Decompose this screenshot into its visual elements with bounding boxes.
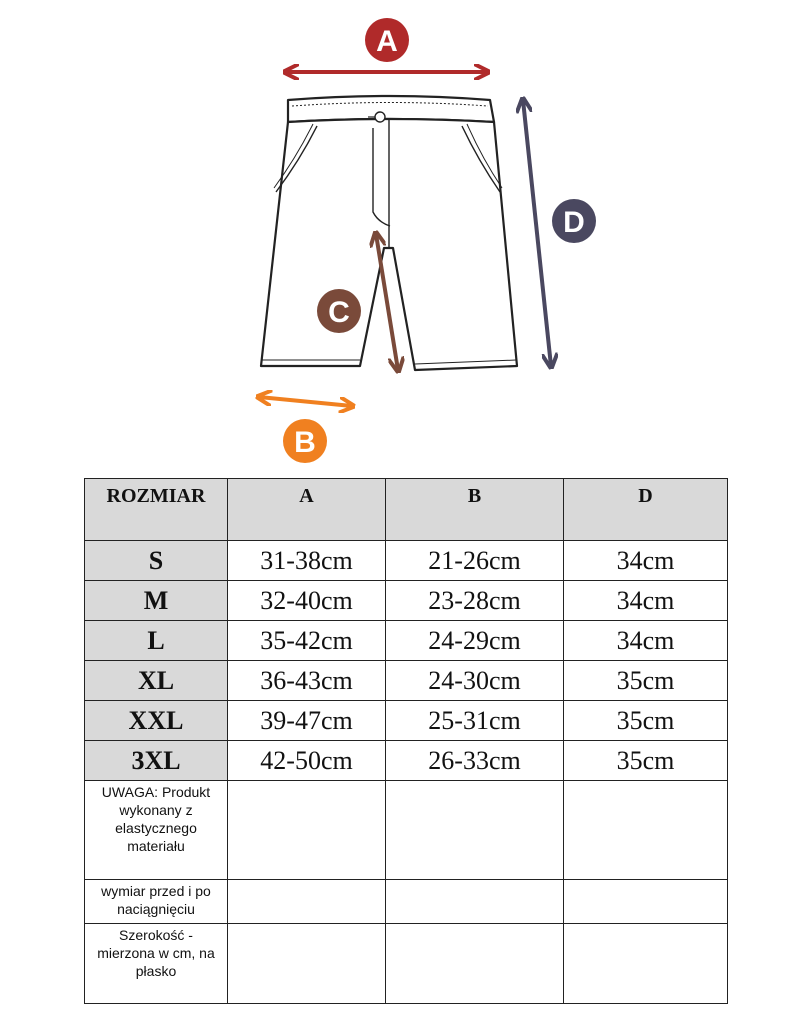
empty-cell — [564, 781, 728, 880]
value-d: 35cm — [564, 741, 728, 781]
empty-cell — [228, 924, 386, 1004]
empty-cell — [386, 880, 564, 924]
measure-a-badge-label: A — [376, 25, 398, 58]
header-b: B — [386, 479, 564, 541]
table-row — [85, 701, 728, 741]
table-row — [85, 581, 728, 621]
value-a: 42-50cm — [228, 741, 386, 781]
value-d: 35cm — [564, 701, 728, 741]
value-d: 34cm — [564, 581, 728, 621]
size-label: XL — [85, 661, 228, 701]
table-row — [85, 621, 728, 661]
table-header-row — [85, 479, 728, 541]
value-a: 31-38cm — [228, 541, 386, 581]
value-b: 24-29cm — [386, 621, 564, 661]
measure-d-indicator — [523, 100, 596, 366]
size-label: 3XL — [85, 741, 228, 781]
size-chart-table — [84, 478, 728, 1004]
note-row — [85, 924, 728, 1004]
value-d: 34cm — [564, 541, 728, 581]
measure-d-badge-label: D — [563, 206, 585, 239]
measure-c-badge-label: C — [328, 296, 350, 329]
header-rozmiar: ROZMIAR — [85, 479, 228, 541]
empty-cell — [564, 924, 728, 1004]
measure-d-arrow — [523, 100, 551, 366]
size-label: M — [85, 581, 228, 621]
table-row — [85, 661, 728, 701]
empty-cell — [228, 781, 386, 880]
header-d: D — [564, 479, 728, 541]
value-b: 23-28cm — [386, 581, 564, 621]
value-b: 26-33cm — [386, 741, 564, 781]
measure-b-arrow — [259, 397, 352, 406]
note-width-flat: Szerokość - mierzona w cm, na płasko — [85, 924, 228, 1004]
table-row — [85, 741, 728, 781]
value-a: 36-43cm — [228, 661, 386, 701]
note-before-after-stretch: wymiar przed i po naciągnięciu — [85, 880, 228, 924]
value-b: 24-30cm — [386, 661, 564, 701]
value-b: 21-26cm — [386, 541, 564, 581]
empty-cell — [386, 924, 564, 1004]
measure-a-indicator — [286, 18, 487, 72]
value-d: 34cm — [564, 621, 728, 661]
size-label: S — [85, 541, 228, 581]
value-d: 35cm — [564, 661, 728, 701]
measure-b-badge-label: B — [294, 426, 316, 459]
empty-cell — [564, 880, 728, 924]
table-row — [85, 541, 728, 581]
header-a: A — [228, 479, 386, 541]
value-a: 35-42cm — [228, 621, 386, 661]
empty-cell — [386, 781, 564, 880]
value-b: 25-31cm — [386, 701, 564, 741]
size-label: L — [85, 621, 228, 661]
shorts-measurement-diagram — [0, 0, 794, 470]
note-row — [85, 880, 728, 924]
empty-cell — [228, 880, 386, 924]
measure-b-indicator — [259, 397, 352, 463]
shorts-illustration — [261, 96, 517, 370]
value-a: 39-47cm — [228, 701, 386, 741]
note-row — [85, 781, 728, 880]
value-a: 32-40cm — [228, 581, 386, 621]
size-label: XXL — [85, 701, 228, 741]
note-elastic-material: UWAGA: Produkt wykonany z elastycznego materiału — [85, 781, 228, 880]
